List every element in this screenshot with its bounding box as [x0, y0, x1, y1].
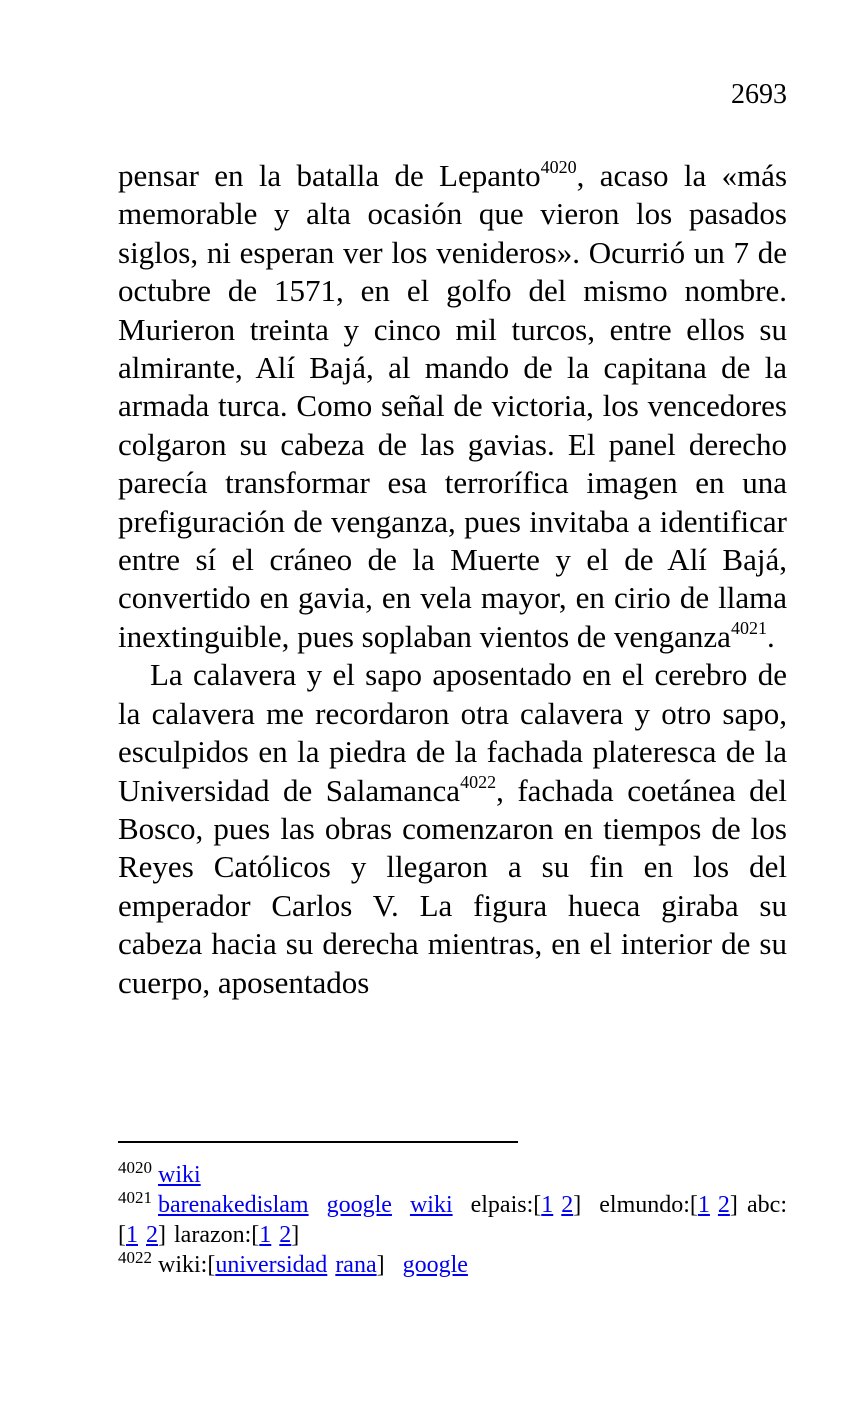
link-elpais-1[interactable]: 1	[541, 1192, 554, 1218]
footnote-ref-4020: 4020	[540, 157, 577, 177]
link-google[interactable]: google	[402, 1252, 468, 1278]
link-abc-1[interactable]: 1	[126, 1222, 138, 1248]
link-larazon-2[interactable]: 2	[279, 1222, 292, 1248]
bracket: ]	[291, 1222, 300, 1248]
abc-label: abc:[	[118, 1192, 787, 1248]
bracket: ]	[573, 1192, 582, 1218]
larazon-label: larazon:[	[174, 1222, 260, 1248]
paragraph-1	[118, 157, 787, 656]
bracket: ]	[158, 1222, 166, 1248]
link-google[interactable]: google	[326, 1192, 392, 1218]
page-number: 2693	[731, 79, 787, 110]
bracket: ]	[376, 1252, 385, 1278]
elmundo-label: elmundo:[	[599, 1192, 698, 1218]
footnote-number: 4022	[118, 1248, 152, 1267]
bracket: ]	[729, 1192, 738, 1218]
paragraph-2-text-a: La calavera y el sapo aposentado en el cerebro de la calavera me recordaron otra calavera y otro sapo, esculpidos en la piedra de la fachada plateresca de la Universidad de Salamanca	[118, 657, 787, 808]
body-text	[118, 157, 787, 1002]
link-elpais-2[interactable]: 2	[561, 1192, 574, 1218]
link-universidad[interactable]: universidad	[215, 1252, 328, 1278]
paragraph-1-text-b: , acaso la «más memorable y alta ocasión que vieron los pasados siglos, ni esperan ver los venideros». Ocurrió un 7 de octubre de 1571, en el golfo del mismo nombre. Murieron treinta y cinco mil turcos, entre ellos su almirante, Alí Bajá, al mando de la capitana de la armada turca. Como señal de victoria, los vencedores colgaron su cabeza de las gavias. El panel derecho parecía transformar esa terrorífica imagen en una prefiguración de venganza, pues invitaba a identificar entre sí el cráneo de la Muerte y el de Alí Bajá, convertido en gavia, en vela mayor, en cirio de llama inextinguible, pues soplaban vientos de venganza	[118, 158, 788, 654]
footnote-4021	[118, 1190, 787, 1250]
wiki-label: wiki:[	[158, 1252, 216, 1278]
elpais-label: elpais:[	[470, 1192, 542, 1218]
footnote-4022	[118, 1250, 787, 1280]
link-abc-2[interactable]: 2	[146, 1222, 158, 1248]
paragraph-1-text-a: pensar en la batalla de Lepanto	[118, 158, 541, 193]
footnotes	[118, 1160, 787, 1280]
paragraph-2-text-b: , fachada coetánea del Bosco, pues las obras comenzaron en tiempos de los Reyes Católicos y llegaron a su fin en los del emperador Carlos V. La figura hueca giraba su cabeza hacia su derecha mientras, en el interior de su cuerpo, aposentados	[118, 772, 787, 1000]
link-elmundo-1[interactable]: 1	[697, 1192, 710, 1218]
footnote-4020	[118, 1160, 787, 1190]
footnote-ref-4022: 4022	[460, 771, 497, 792]
footnote-number: 4021	[118, 1188, 152, 1207]
paragraph-2	[118, 656, 787, 1002]
link-wiki[interactable]: wiki	[158, 1162, 201, 1188]
link-larazon-1[interactable]: 1	[259, 1222, 272, 1248]
link-elmundo-2[interactable]: 2	[717, 1192, 730, 1218]
paragraph-1-text-c: .	[766, 618, 775, 654]
footnote-ref-4021: 4021	[730, 617, 767, 638]
link-barenakedislam[interactable]: barenakedislam	[158, 1192, 309, 1218]
footnote-number: 4020	[118, 1158, 152, 1177]
link-wiki[interactable]: wiki	[409, 1192, 453, 1218]
footnote-divider	[118, 1141, 518, 1143]
link-rana[interactable]: rana	[335, 1252, 377, 1278]
